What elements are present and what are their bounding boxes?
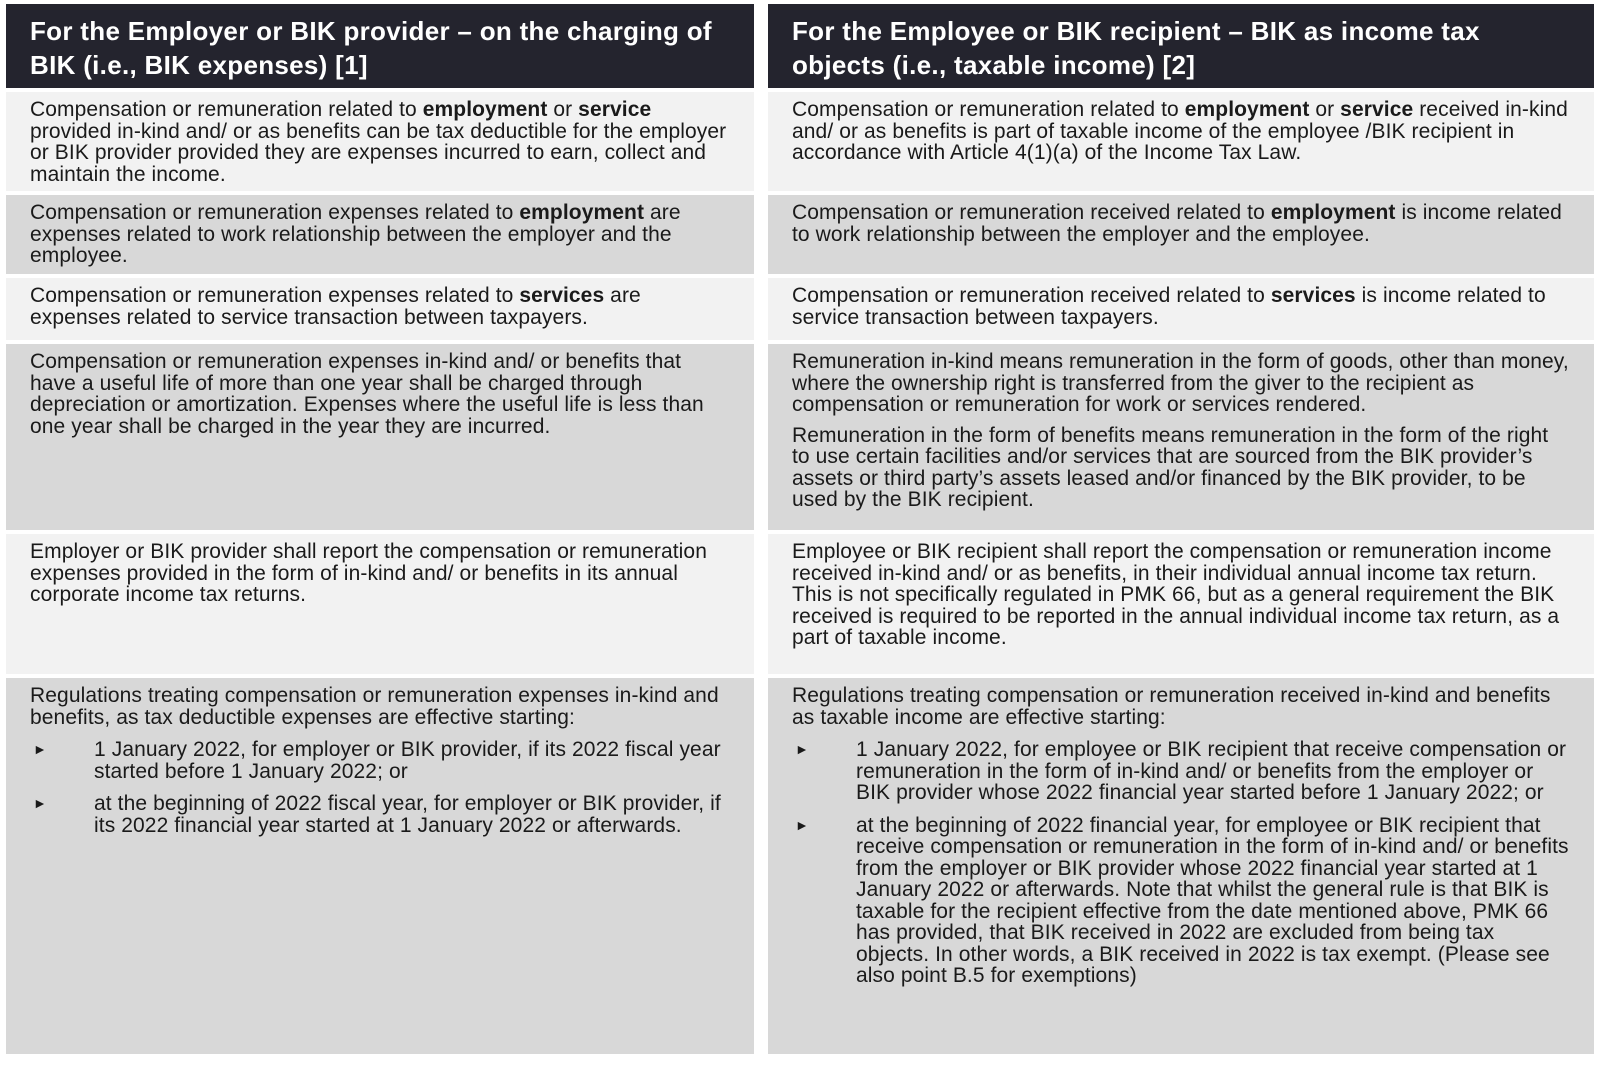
text: received in-kind and/ or as benefits is part of taxable income of the employee /BIK recipient in accordance with Article 4(1)(a) of the Income Tax Law. xyxy=(792,98,1568,164)
paragraph xyxy=(30,351,730,437)
text: Compensation or remuneration received related to xyxy=(792,201,1271,224)
cell-employer-deductibility xyxy=(6,92,754,191)
bullet-item xyxy=(30,739,730,782)
bik-comparison-table xyxy=(6,4,1594,1054)
text: Regulations treating compensation or remuneration received in-kind and benefits as taxable income are effective starting: xyxy=(792,684,1551,729)
paragraph xyxy=(792,685,1570,728)
text: are expenses related to service transaction between taxpayers. xyxy=(30,284,641,329)
cell-employee-employment-income xyxy=(768,195,1594,274)
bold-text: employment xyxy=(422,98,548,121)
bold-text: services xyxy=(1270,284,1356,307)
bullet-text xyxy=(856,815,1570,987)
cell-employer-effective-dates xyxy=(6,678,754,1054)
paragraph xyxy=(30,285,730,328)
cell-employee-taxable-income xyxy=(768,92,1594,191)
cell-employee-effective-dates xyxy=(768,678,1594,1054)
paragraph xyxy=(30,202,730,267)
paragraph xyxy=(30,99,730,185)
bold-text: employment xyxy=(1270,201,1396,224)
text: is income related to service transaction between taxpayers. xyxy=(792,284,1546,329)
text: or xyxy=(1309,98,1341,121)
paragraph xyxy=(792,285,1570,328)
bold-text: service xyxy=(578,98,652,121)
bullet-item xyxy=(792,815,1570,987)
bullet-text xyxy=(856,739,1570,804)
text: Compensation or remuneration expenses related to xyxy=(30,284,520,307)
cell-employer-employment-expenses xyxy=(6,195,754,274)
bold-text: For the Employee or BIK recipient – BIK as income tax objects (i.e., taxable income) xyxy=(792,16,1480,80)
text: Compensation or remuneration related to xyxy=(792,98,1185,121)
text: at the beginning of 2022 fiscal year, for employer or BIK provider, if its 2022 financial year started at 1 January 2022 or afterwards. xyxy=(94,792,721,837)
cell-employee-services-income xyxy=(768,278,1594,340)
text: 1 January 2022, for employer or BIK provider, if its 2022 fiscal year started before 1 January 2022; or xyxy=(94,738,721,783)
text: 1 January 2022, for employee or BIK recipient that receive compensation or remuneration in the form of in-kind and/ or benefits from the employer or BIK provider whose 2022 financial year started before 1 January 2022; or xyxy=(856,738,1567,804)
bullet-arrow-icon: ► xyxy=(795,816,809,833)
paragraph xyxy=(30,14,730,82)
bullet-arrow-icon: ► xyxy=(33,741,47,757)
bold-text: service xyxy=(1340,98,1414,121)
text: are expenses related to work relationship between the employer and the employee. xyxy=(30,201,681,267)
paragraph xyxy=(792,99,1570,164)
text: or xyxy=(547,98,579,121)
bullet-item xyxy=(792,739,1570,804)
paragraph xyxy=(792,425,1570,511)
cell-employer-useful-life xyxy=(6,344,754,530)
bold-text: employment xyxy=(519,201,645,224)
cell-employer-services-expenses xyxy=(6,278,754,340)
text: Regulations treating compensation or remuneration expenses in-kind and benefits, as tax deductible expenses are effective starting: xyxy=(30,684,719,729)
text: Compensation or remuneration expenses in-kind and/ or benefits that have a useful life of more than one year shall be charged through depreciation or amortization. Expenses where the useful life is less than one year shall be charged in the year they are incurred. xyxy=(30,350,704,438)
text: provided in-kind and/ or as benefits can be tax deductible for the employer or BIK provider provided they are expenses incurred to earn, collect and maintain the income. xyxy=(30,119,727,186)
bullet-text xyxy=(94,739,730,782)
cell-employee-inkind-definitions xyxy=(768,344,1594,530)
text: [1] xyxy=(335,50,368,80)
text: Compensation or remuneration related to xyxy=(30,98,423,121)
text: Employer or BIK provider shall report the compensation or remuneration expenses provided in the form of in-kind and/ or benefits in its annual corporate income tax returns. xyxy=(30,540,707,606)
bullet-arrow-icon: ► xyxy=(795,741,809,757)
text: Remuneration in-kind means remuneration in the form of goods, other than money, where the ownership right is transferred from the giver to the recipient as compensation or remuneration for work or services rendered. xyxy=(792,350,1569,416)
paragraph xyxy=(792,541,1570,649)
paragraph xyxy=(792,351,1570,416)
paragraph xyxy=(30,685,730,728)
column-header-employee xyxy=(768,4,1594,88)
bullet-item xyxy=(30,793,730,836)
cell-employee-reporting xyxy=(768,534,1594,674)
text: at the beginning of 2022 financial year, for employee or BIK recipient that receive compensation or remuneration in the form of in-kind and/ or benefits from the employer or BIK provider whose 2022 financial year started at 1 January 2022 or afterwards. Note that whilst the general rule is that BIK is taxable for the recipient effective from the date mentioned above, PMK 66 has provided, that BIK received in 2022 are excluded from being tax objects. In other words, a BIK received in 2022 is tax exempt. (Please see also point B.5 for exemptions) xyxy=(856,813,1569,987)
bold-text: For the Employer or BIK provider – on the charging of BIK (i.e., BIK expenses) xyxy=(30,16,712,80)
paragraph xyxy=(30,541,730,606)
text: Remuneration in the form of benefits means remuneration in the form of the right to use certain facilities and/or services that are sourced from the BIK provider’s assets or third party’s assets leased and/or financed by the BIK provider, to be used by the BIK recipient. xyxy=(792,423,1549,511)
text: Compensation or remuneration expenses related to xyxy=(30,201,520,224)
bullet-arrow-icon: ► xyxy=(33,795,47,811)
text: [2] xyxy=(1162,50,1196,80)
paragraph xyxy=(792,14,1570,82)
column-header-employer xyxy=(6,4,754,88)
bold-text: services xyxy=(519,284,605,307)
text: is income related to work relationship between the employer and the employee. xyxy=(792,201,1562,246)
text: Compensation or remuneration received related to xyxy=(792,284,1271,307)
paragraph xyxy=(792,202,1570,245)
bold-text: employment xyxy=(1184,98,1310,121)
bullet-text xyxy=(94,793,730,836)
cell-employer-reporting xyxy=(6,534,754,674)
text: Employee or BIK recipient shall report the compensation or remuneration income received in-kind and/ or as benefits, in their individual annual income tax return. This is not specifically regulated in PMK 66, but as a general requirement the BIK received is required to be reported in the annual individual income tax return, as a part of taxable income. xyxy=(792,540,1560,649)
